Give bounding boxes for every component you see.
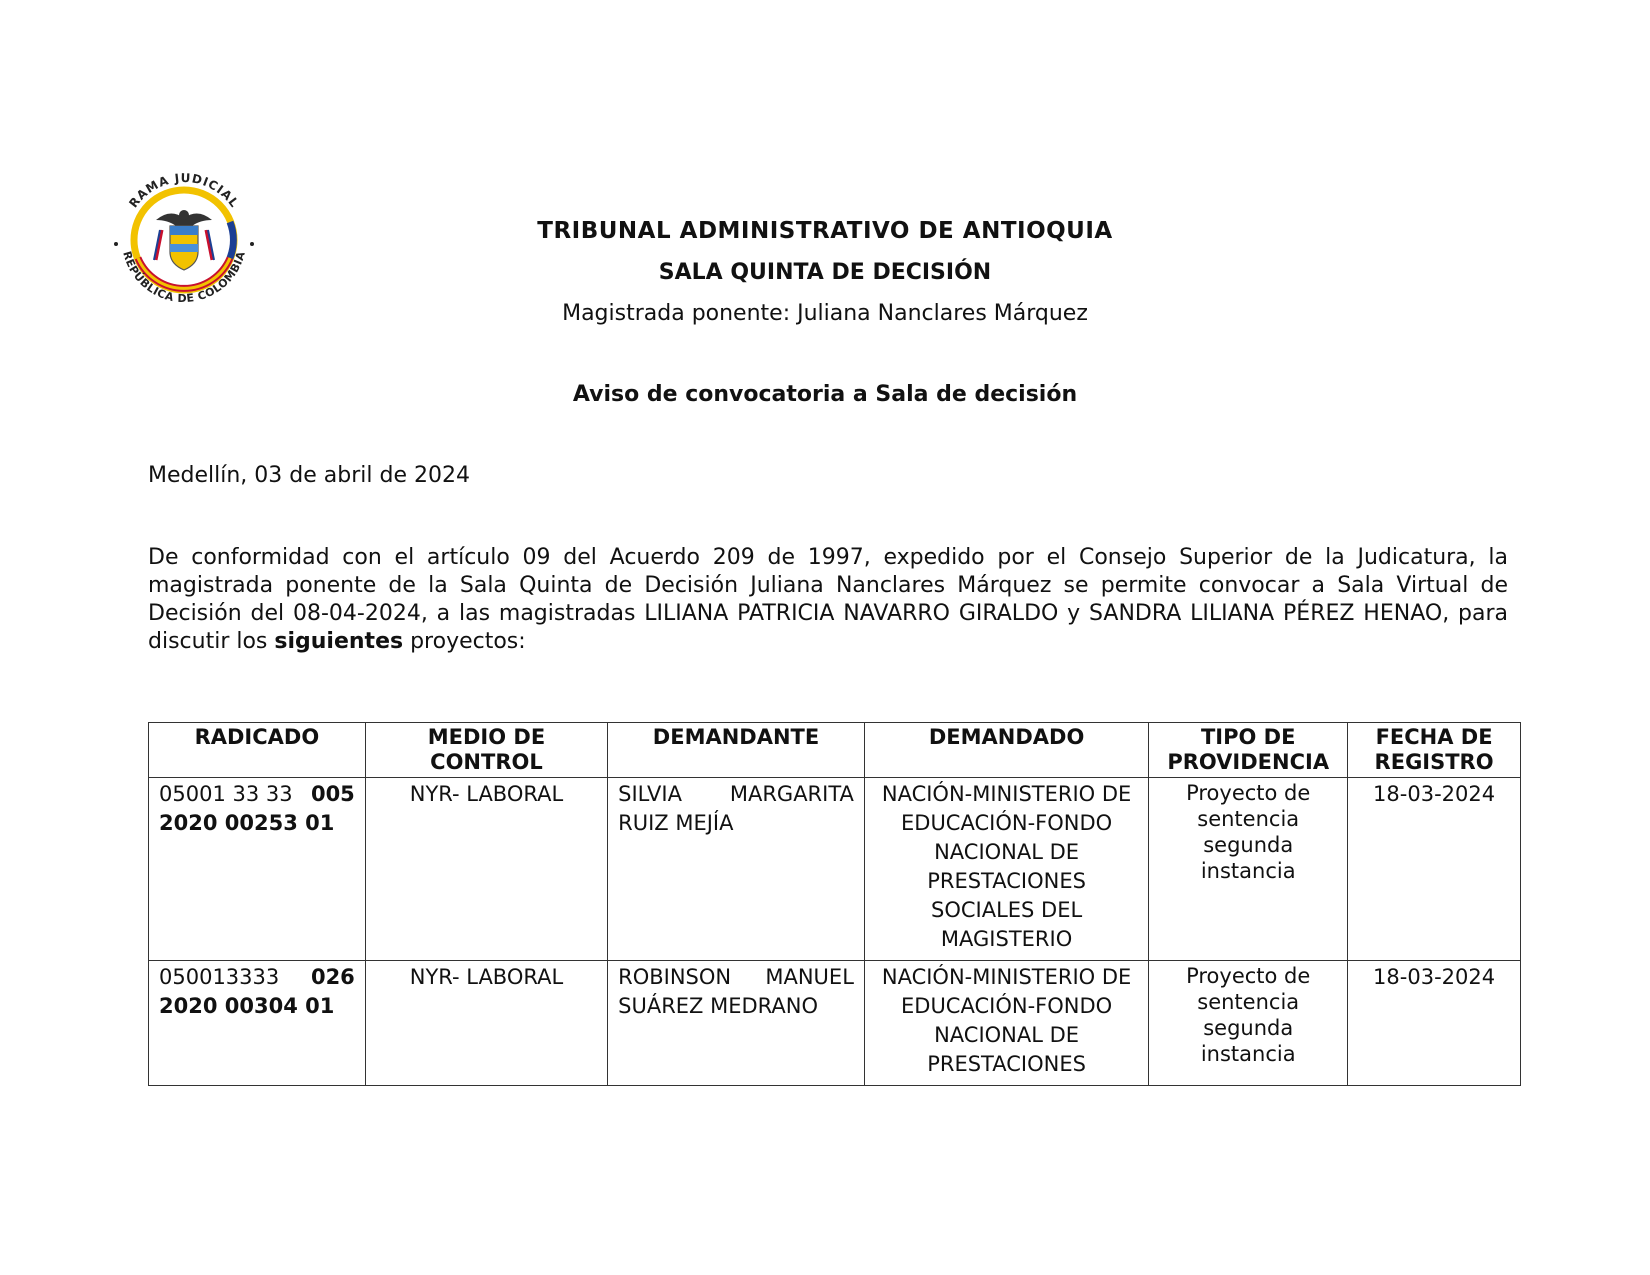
header-tipo-de-providencia: TIPO DE PROVIDENCIA: [1149, 723, 1348, 778]
radicado-prefix: 050013333: [159, 965, 280, 989]
seal-top-text: RAMA JUDICIAL: [126, 170, 242, 211]
cell-demandante: [608, 961, 865, 1086]
demandante-first: SILVIA: [618, 782, 682, 806]
paragraph-text-end: proyectos:: [403, 629, 526, 654]
cell-tipo-de-providencia: Proyecto de sentencia segunda instancia: [1149, 961, 1348, 1086]
header-medio-de-control: MEDIO DE CONTROL: [365, 723, 607, 778]
demandante-rest: SUÁREZ MEDRANO: [618, 994, 819, 1018]
cell-fecha-de-registro: 18-03-2024: [1348, 961, 1521, 1086]
paragraph-text-start: De conformidad con el artículo 09 del Acuerdo 209 de 1997, expedido por el Consejo Superior de la Judicatura, la magistrada ponente de la Sala Quinta de Decisión Juliana Nanclares Márquez se permite convocar a Sala Virtual de Decisión del 08-04-2024, a las magistradas LILIANA PATRICIA NAVARRO GIRALDO y SANDRA LILIANA PÉREZ HENAO, para discutir los: [148, 545, 1508, 654]
rama-judicial-seal: [104, 160, 264, 320]
chamber-name: SALA QUINTA DE DECISIÓN: [658, 260, 992, 285]
date-line: Medellín, 03 de abril de 2024: [148, 463, 470, 488]
notice-title: Aviso de convocatoria a Sala de decisión: [572, 382, 1078, 407]
cell-demandante: [608, 778, 865, 961]
table-row: [149, 961, 1521, 1086]
convocation-paragraph: [148, 544, 1508, 656]
radicado-prefix: 05001 33 33: [159, 782, 293, 806]
cell-radicado: [149, 961, 366, 1086]
projects-table: [148, 722, 1521, 1086]
magistrate-line: Magistrada ponente: Juliana Nanclares Márquez: [562, 301, 1088, 326]
paragraph-bold-word: siguientes: [274, 629, 404, 654]
header-demandado: DEMANDADO: [864, 723, 1148, 778]
demandante-second: MANUEL: [765, 965, 854, 989]
radicado-suffix: 2020 00253 01: [159, 811, 335, 835]
cell-radicado: [149, 778, 366, 961]
cell-demandado: NACIÓN-MINISTERIO DE EDUCACIÓN-FONDO NACIONAL DE PRESTACIONES SOCIALES DEL MAGISTERIO: [864, 778, 1148, 961]
header-radicado: RADICADO: [149, 723, 366, 778]
table-row: [149, 778, 1521, 961]
header-demandante: DEMANDANTE: [608, 723, 865, 778]
demandante-rest: RUIZ MEJÍA: [618, 811, 734, 835]
table-header-row: [149, 723, 1521, 778]
radicado-suffix: 2020 00304 01: [159, 994, 335, 1018]
demandante-second: MARGARITA: [729, 782, 854, 806]
cell-tipo-de-providencia: Proyecto de sentencia segunda instancia: [1149, 778, 1348, 961]
cell-fecha-de-registro: 18-03-2024: [1348, 778, 1521, 961]
header-fecha-de-registro: FECHA DE REGISTRO: [1348, 723, 1521, 778]
demandante-first: ROBINSON: [618, 965, 732, 989]
seal-bottom-text: REPÚBLICA DE COLOMBIA: [120, 249, 248, 306]
court-name: TRIBUNAL ADMINISTRATIVO DE ANTIOQUIA: [537, 218, 1113, 244]
radicado-court: 005: [310, 782, 355, 806]
cell-demandado: NACIÓN-MINISTERIO DE EDUCACIÓN-FONDO NACIONAL DE PRESTACIONES: [864, 961, 1148, 1086]
cell-medio-de-control: NYR- LABORAL: [365, 778, 607, 961]
radicado-court: 026: [310, 965, 355, 989]
cell-medio-de-control: NYR- LABORAL: [365, 961, 607, 1086]
